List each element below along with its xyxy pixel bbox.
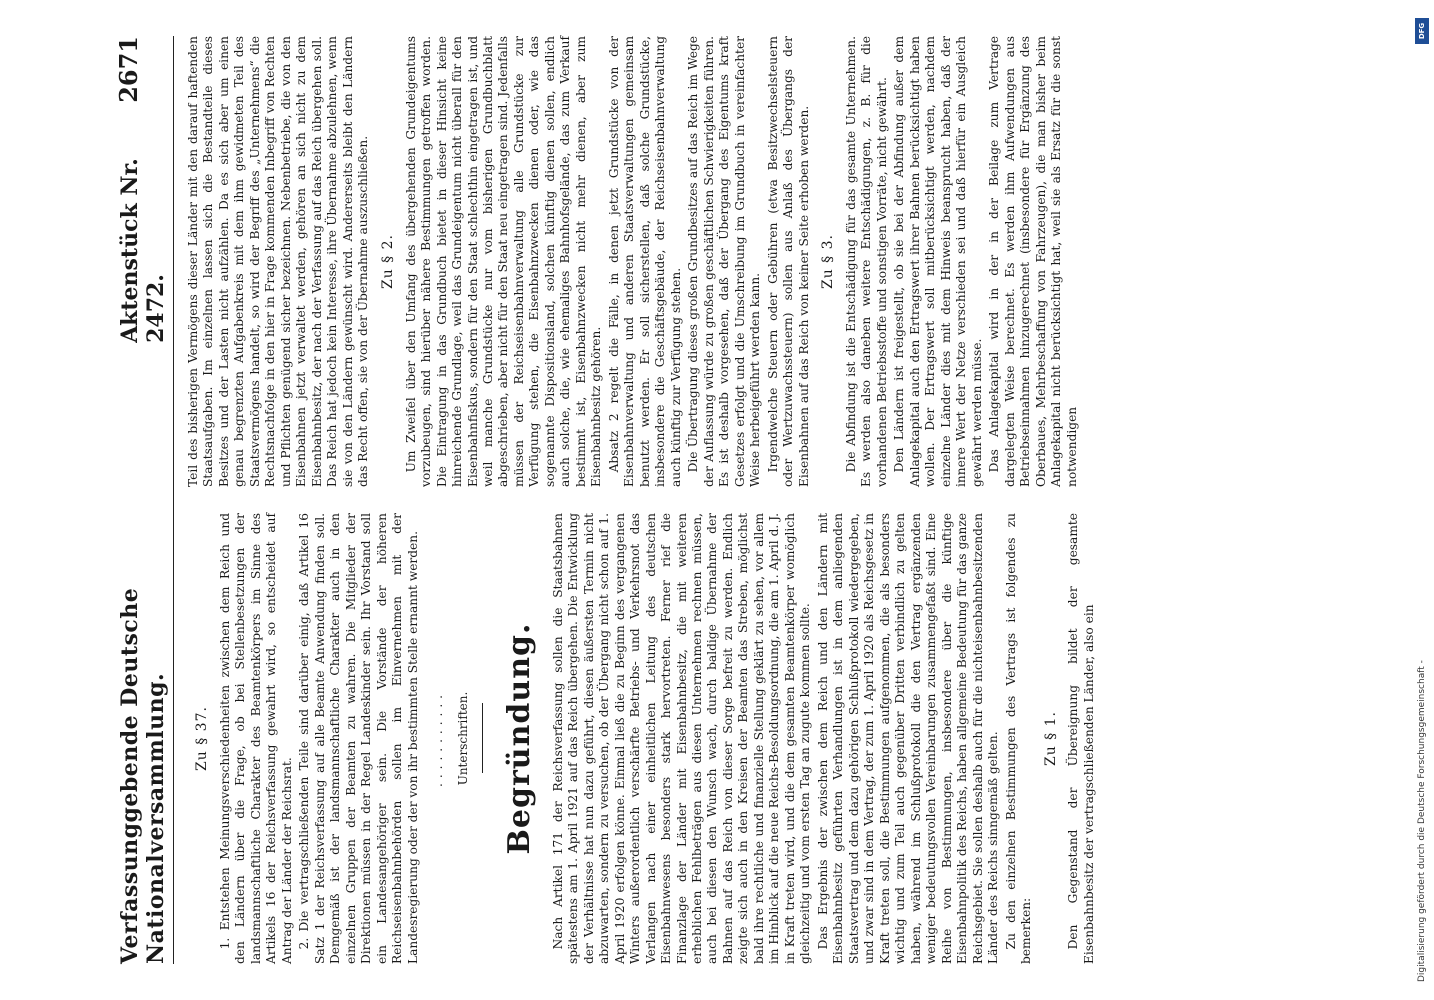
paragraph: Irgendwelche Steuern oder Gebühren (etwa Besitzwechselsteuern oder Wertzuwachssteuern) sollen aus Anlaß des Übergangs der Eisenbahnen auf das Reich von keiner Seite erhoben werden. <box>765 36 811 487</box>
header-title: Verfassunggebende Deutsche Nationalversammlung. <box>117 587 169 964</box>
paragraph: Absatz 2 regelt die Fälle, in denen jetzt Grundstücke von der Eisenbahnverwaltung und anderen Staatsverwaltungen gemeinsam benutzt werden. Er soll sicherstellen, daß solche Grundstücke, insbesondere die Geschäftsgebäude, der Reichseisenbahnverwaltung auch künftig zur Verfügung stehen. <box>606 36 683 487</box>
dots-line: ........... <box>431 690 446 787</box>
paragraph: Den Ländern ist freigestellt, ob sie bei der Abfindung außer dem Anlagekapital auch den Ertragswert ihrer Bahnen berücksichtigt haben wollen. Der Ertragswert soll mitberücksichtigt werden, nachdem einzelne Länder dies mit dem Hinweis beansprucht haben, daß der innere Wert der Netze verschieden sei und daß hierfür ein Ausgleich gewährt werden müsse. <box>892 36 984 487</box>
paragraph: Das Ergebnis der zwischen dem Reich und den Ländern mit Eisenbahnbesitz geführten Verhandlungen ist in dem anliegenden Staatsvertrag und dem dazu gehörigen Schlußprotokoll wiedergegeben, und zwar sind in dem Vertrag, der zum 1. April 1920 als Reichsgesetz in Kraft treten soll, die Bestimmungen aufgenommen, die als besonders wichtig und zum Teil auch gegenüber Dritten verbindlich zu gelten haben, während im Schlußprotokoll die den Vertrag ergänzenden weniger bedeutungsvollen Vereinbarungen zusammengefaßt sind. Eine Reihe von Bestimmungen, insbesondere über die künftige Eisenbahnpolitik des Reichs, haben allgemeine Bedeutung für das ganze Reichsgebiet. Sie sollen deshalb auch für die nichteisenbahnbesitzenden Länder des Reichs sinngemäß gelten. <box>815 513 1001 964</box>
dfg-logo: DFG <box>1415 18 1429 44</box>
section-heading-2: Zu § 2. <box>379 234 396 290</box>
paragraph: 2. Die vertragschließenden Teile sind darüber einig, daß Artikel 16 Satz 1 der Reichsverfassung auf alle Beamte Anwendung finden soll. Demgemäß ist der landsmannschaftliche Charakter auch in den einzelnen Gruppen der Beamten zu wahren. Die Mitglieder der Direktionen müssen in der Regel Landeskinder sein. Ihr Vorstand soll ein Landesangehöriger sein. Die Vorstände der höheren Reichseisenbahnbehörden sollen im Einvernehmen mit der Landesregierung oder der von ihr bestimmten Stelle ernannt werden. <box>297 513 420 964</box>
left-column <box>186 513 1099 964</box>
paragraph: Um Zweifel über den Umfang des übergehenden Grundeigentums vorzubeugen, sind hierüber nähere Bestimmungen getroffen worden. Die Eintragung in das Grundbuch bietet in dieser Hinsicht keine hinreichende Grundlage, weil das Grundeigentum nicht überall für den Eisenbahnfiskus, sondern für den Staat schlechthin eingetragen ist, und weil manche Grundstücke nur vom bisherigen Grundbuchblatt abgeschrieben, aber nicht für den Staat neu eingetragen sind. Jedenfalls müssen der Reichseisenbahnverwaltung alle Grundstücke zur Verfügung stehen, die Eisenbahnzwecken dienen oder, wie das sogenannte Dispositionsland, solchen künftig dienen sollen, endlich auch solche, die, wie ehemaliges Bahnhofsgelände, das zum Verkauf bestimmt ist, Eisenbahnzwecken nicht mehr dienen, aber zum Eisenbahnbesitz gehören. <box>403 36 604 487</box>
paragraph: Den Gegenstand der Übereignung bildet der gesamte Eisenbahnbesitz der vertragschließenden Länder, also ein <box>1066 513 1096 964</box>
page-number: 2671 <box>114 36 143 103</box>
signatures-label: Unterschriften. <box>456 691 471 786</box>
digitization-text: Digitalisierung gefördert durch die Deutsche Forschungsgemeinschaft - <box>1417 660 1427 982</box>
divider <box>482 704 483 774</box>
paragraph: Die Abfindung ist die Entschädigung für das gesamte Unternehmen. Es werden also daneben weitere Entschädigungen, z. B. für die vorhandenen Betriebsstoffe und sonstigen Vorräte, nicht gewährt. <box>843 36 889 487</box>
right-column <box>186 36 1099 487</box>
section-heading-37: Zu § 37. <box>194 706 210 771</box>
begruendung-heading: Begründung. <box>501 622 537 855</box>
paragraph: Die Übertragung dieses großen Grundbesitzes auf das Reich im Wege der Auflassung würde zu großen geschäftlichen Schwierigkeiten führen. Es ist deshalb vorgesehen, daß der Übergang des Eigentums kraft Gesetzes erfolgt und die Umschreibung im Grundbuch in vereinfachter Weise herbeigeführt werden kann. <box>686 36 763 487</box>
paragraph: Teil des bisherigen Vermögens dieser Länder mit den darauf haftenden Staatsaufgaben. Im einzelnen lassen sich die Bestandteile dieses Besitzes und der Lasten nicht aufzählen. Da es sich aber um einen genau begrenzten Aufgabenkreis mit dem ihm gewidmeten Teil des Staatsvermögens handelt, so wird der Begriff des „Unternehmens“ die Rechtsnachfolge in den hier in Frage kommenden Inbegriff von Rechten und Pflichten genügend sicher bezeichnen. Nebenbetriebe, die von den Eisenbahnen jetzt verwaltet werden, gehören an sich nicht zu dem Eisenbahnbesitz, der nach der Verfassung auf das Reich übergehen soll. Das Reich hat jedoch kein Interesse, ihre Übernahme abzulehnen, wenn sie von den Ländern gewünscht wird. Andererseits bleibt den Ländern das Recht offen, sie von der Übernahme auszuschließen. <box>186 36 371 487</box>
paragraph: Nach Artikel 171 der Reichsverfassung sollen die Staatsbahnen spätestens am 1. April 1921 auf das Reich übergehen. Die Entwicklung der Verhältnisse hat nun dazu geführt, diesen äußersten Termin nicht abzuwarten, sondern zu versuchen, ob der Übergang nicht schon auf 1. April 1920 erfolgen könne. Einmal ließ die zu Beginn des vergangenen Winters außerordentlich verschärfte Betriebs- und Verkehrsnot das Verlangen nach einer einheitlichen Leitung des deutschen Eisenbahnwesens besonders stark hervortreten. Ferner rief die Finanzlage der Länder mit Eisenbahnbesitz, die mit weiteren erheblichen Fehlbeträgen aus diesen Unternehmen rechnen müssen, auch bei diesen den Wunsch wach, durch baldige Übernahme der Bahnen auf das Reich von dieser Sorge befreit zu werden. Endlich zeigte sich auch in den Kreisen der Beamten das Streben, möglichst bald ihre rechtliche und finanzielle Stellung geklärt zu sehen, vor allem im Hinblick auf die neue Reichs-Besoldungsordnung, die am 1. April d. J. in Kraft treten wird, und die dem gesamten Beamtenkörper womöglich gleichzeitig und vom ersten Tag an zugute kommen sollte. <box>550 513 813 964</box>
page-header <box>114 36 174 964</box>
paragraph: Das Anlagekapital wird in der in der Beilage zum Vertrage dargelegten Weise berechnet. Es werden ihm Aufwendungen aus Betriebseinnahmen hinzugerechnet (insbesondere für Ergänzung des Oberbaues, Mehrbeschaffung von Fahrzeugen), die man bisher beim Anlagekapital nicht berücksichtigt hat, weil sie als Ersatz für die sonst notwendigen <box>987 36 1079 487</box>
section-heading-1: Zu § 1. <box>1042 711 1059 767</box>
rotated-page <box>84 0 1434 1000</box>
document-number: Aktenstück Nr. 2472. <box>117 158 169 343</box>
section-heading-3: Zu § 3. <box>820 234 837 290</box>
text-columns <box>186 36 1099 964</box>
digitization-note <box>1414 10 1430 990</box>
paragraph: 1. Entstehen Meinungsverschiedenheiten zwischen dem Reich und den Ländern über die Frage, ob bei Stellenbesetzungen der landsmannschaftliche Charakter des Beamtenkörpers im Sinne des Artikels 16 der Reichsverfassung gewahrt wird, so entscheidet auf Antrag der Länder der Reichsrat. <box>217 513 294 964</box>
paragraph: Zu den einzelnen Bestimmungen des Vertrags ist folgendes zu bemerken: <box>1003 513 1034 964</box>
